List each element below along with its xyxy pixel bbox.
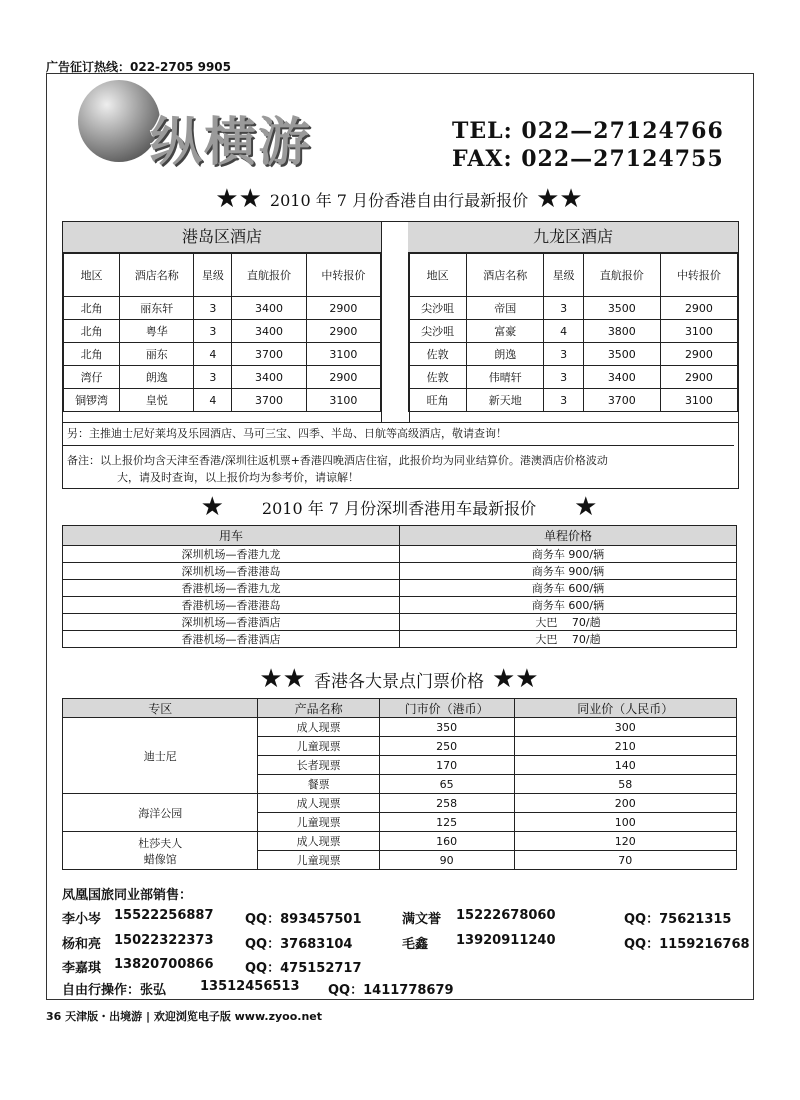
table-row (409, 297, 738, 320)
contact-qq: QQ：475152717 (245, 961, 362, 976)
table-cell: 长者现票 (258, 756, 379, 775)
table-cell: 香港机场—香港九龙 (63, 580, 400, 597)
kowloon-header: 九龙区酒店 (408, 222, 738, 253)
table-cell: 65 (379, 775, 514, 794)
table-cell: 伟晴轩 (467, 366, 544, 389)
zone-name-line2: 蜡像馆 (143, 852, 177, 866)
column-header: 专区 (63, 699, 258, 718)
table-row (409, 389, 738, 412)
table-cell: 4 (544, 320, 583, 343)
table-cell: 深圳机场—香港九龙 (63, 546, 400, 563)
table-cell: 朗逸 (467, 343, 544, 366)
zone-cell (63, 794, 258, 832)
table-cell: 儿童现票 (258, 737, 379, 756)
star-icon: ★ (200, 492, 224, 522)
table-cell: 3700 (232, 389, 306, 412)
table-cell: 大巴 70/趟 (400, 614, 737, 631)
table-cell: 2900 (660, 297, 737, 320)
table-cell: 旺角 (409, 389, 467, 412)
zone-name: 迪士尼 (143, 749, 177, 763)
table-cell: 3400 (232, 366, 306, 389)
contact-name: 满文誉 (402, 912, 442, 927)
table-cell: 3700 (583, 389, 660, 412)
table-cell: 商务车 600/辆 (400, 580, 737, 597)
table-cell: 丽东 (120, 343, 194, 366)
zone-name: 海洋公园 (138, 806, 183, 820)
column-header: 星级 (194, 254, 232, 297)
ticket-title-text: 香港各大景点门票价格 (314, 671, 484, 692)
table-cell: 商务车 600/辆 (400, 597, 737, 614)
contact-qq: QQ：1159216768 (624, 937, 750, 952)
table-row (63, 546, 737, 563)
table-cell: 3100 (660, 320, 737, 343)
table-header-row (63, 526, 737, 546)
table-row (63, 794, 737, 813)
table-cell: 佐敦 (409, 366, 467, 389)
zone-name: 杜莎夫人 (138, 836, 183, 850)
table-cell: 深圳机场—香港港岛 (63, 563, 400, 580)
column-header: 用车 (63, 526, 400, 546)
column-divider (381, 222, 410, 422)
column-header: 中转报价 (306, 254, 380, 297)
page-footer: 36 天津版・出境游 | 欢迎浏览电子版 www.zyoo.net (46, 1010, 323, 1023)
table-cell: 3100 (306, 389, 380, 412)
column-header: 星级 (544, 254, 583, 297)
table-cell: 深圳机场—香港酒店 (63, 614, 400, 631)
table-cell: 250 (379, 737, 514, 756)
table-cell: 3800 (583, 320, 660, 343)
table-row (63, 614, 737, 631)
zone-cell (63, 718, 258, 794)
table-cell: 140 (514, 756, 736, 775)
car-price-table (62, 525, 737, 648)
table-cell: 3400 (232, 297, 306, 320)
table-cell: 2900 (660, 343, 737, 366)
contact-qq: QQ：37683104 (245, 937, 353, 952)
zone-cell (63, 832, 258, 870)
table-cell: 100 (514, 813, 736, 832)
table-cell: 3 (194, 320, 232, 343)
hotel-price-box (62, 221, 739, 489)
table-cell: 3 (544, 389, 583, 412)
table-cell: 58 (514, 775, 736, 794)
star-icon: ★★ (259, 664, 306, 694)
table-cell: 佐敦 (409, 343, 467, 366)
contact-name: 李嘉琪 (62, 961, 102, 976)
table-cell: 商务车 900/辆 (400, 546, 737, 563)
table-cell: 70 (514, 851, 736, 870)
column-header: 酒店名称 (120, 254, 194, 297)
column-header: 门市价（港币） (379, 699, 514, 718)
table-cell: 大巴 70/趟 (400, 631, 737, 648)
table-cell: 3400 (583, 366, 660, 389)
column-header: 酒店名称 (467, 254, 544, 297)
hk-island-table (63, 253, 381, 412)
table-cell: 3 (544, 366, 583, 389)
table-cell: 120 (514, 832, 736, 851)
table-cell: 3500 (583, 343, 660, 366)
table-cell: 儿童现票 (258, 813, 379, 832)
hotel-note: 另：主推迪士尼好莱坞及乐园酒店、马可三宝、四季、半岛、日航等高级酒店，敬请查询！ (63, 422, 738, 445)
table-cell: 210 (514, 737, 736, 756)
table-header-row (63, 699, 737, 718)
table-cell: 4 (194, 389, 232, 412)
ticket-section-title (46, 666, 752, 692)
table-cell: 香港机场—香港酒店 (63, 631, 400, 648)
sales-title: 凤凰国旅同业部销售： (62, 888, 193, 903)
table-cell: 125 (379, 813, 514, 832)
star-icon: ★★ (536, 184, 583, 214)
table-cell: 4 (194, 343, 232, 366)
contact-tel: TEL: 022—27124766 (452, 118, 724, 144)
table-cell: 成人现票 (258, 794, 379, 813)
hotel-remark (63, 445, 734, 486)
table-header-row (409, 254, 738, 297)
balloon-logo-icon (78, 80, 160, 162)
table-cell: 200 (514, 794, 736, 813)
table-row (63, 832, 737, 851)
table-row (64, 297, 381, 320)
table-row (64, 389, 381, 412)
table-cell: 北角 (64, 320, 120, 343)
table-row (63, 580, 737, 597)
table-cell: 3 (194, 297, 232, 320)
table-cell: 3100 (660, 389, 737, 412)
table-cell: 富豪 (467, 320, 544, 343)
table-cell: 90 (379, 851, 514, 870)
contact-fax: FAX: 022—27124755 (452, 146, 724, 172)
logo-text: 纵横游 (150, 113, 313, 173)
table-cell: 粤华 (120, 320, 194, 343)
column-header: 单程价格 (400, 526, 737, 546)
ticket-price-table (62, 698, 737, 870)
column-header: 中转报价 (660, 254, 737, 297)
contact-phone: 13512456513 (200, 979, 300, 994)
table-cell: 2900 (306, 297, 380, 320)
hk-island-header: 港岛区酒店 (63, 222, 381, 253)
table-cell: 3500 (583, 297, 660, 320)
table-cell: 258 (379, 794, 514, 813)
table-cell: 160 (379, 832, 514, 851)
table-cell: 成人现票 (258, 718, 379, 737)
table-cell: 170 (379, 756, 514, 775)
table-row (63, 718, 737, 737)
table-cell: 2900 (660, 366, 737, 389)
table-header-row (64, 254, 381, 297)
table-row (63, 563, 737, 580)
table-cell: 尖沙咀 (409, 297, 467, 320)
table-row (64, 366, 381, 389)
table-cell: 北角 (64, 343, 120, 366)
contact-qq: QQ：893457501 (245, 912, 362, 927)
table-cell: 皇悦 (120, 389, 194, 412)
table-cell: 湾仔 (64, 366, 120, 389)
column-header: 直航报价 (232, 254, 306, 297)
star-icon: ★★ (215, 184, 262, 214)
star-icon: ★★ (492, 664, 539, 694)
column-header: 直航报价 (583, 254, 660, 297)
table-row (409, 320, 738, 343)
table-cell: 铜锣湾 (64, 389, 120, 412)
contact-phone: 15222678060 (456, 908, 556, 923)
table-row (409, 343, 738, 366)
contact-phone: 13920911240 (456, 933, 556, 948)
hotel-remark-line1: 备注：以上报价均含天津至香港/深圳往返机票+香港四晚酒店住宿，此报价均为同业结算价。港澳酒店价格波动 (67, 454, 608, 467)
kowloon-table (408, 253, 738, 412)
contact-name: 自由行操作：张弘 (62, 983, 167, 998)
table-cell: 香港机场—香港港岛 (63, 597, 400, 614)
table-cell: 300 (514, 718, 736, 737)
table-cell: 3400 (232, 320, 306, 343)
table-cell: 3700 (232, 343, 306, 366)
hotel-title-text: 2010 年 7 月份香港自由行最新报价 (269, 190, 529, 210)
hotel-remark-line2: 大，请及时查询，以上报价均为参考价，请谅解！ (117, 471, 359, 484)
table-cell: 新天地 (467, 389, 544, 412)
kowloon-block (408, 222, 738, 412)
table-row (63, 631, 737, 648)
contact-phone: 15022322373 (114, 933, 214, 948)
table-row (409, 366, 738, 389)
table-cell: 成人现票 (258, 832, 379, 851)
contact-name: 毛鑫 (402, 937, 429, 952)
table-row (63, 597, 737, 614)
table-cell: 商务车 900/辆 (400, 563, 737, 580)
car-title-text: 2010 年 7 月份深圳香港用车最新报价 (261, 498, 537, 518)
column-header: 产品名称 (258, 699, 379, 718)
contact-name: 李小岑 (62, 912, 102, 927)
contact-phone: 13820700866 (114, 957, 214, 972)
contact-name: 杨和亮 (62, 937, 102, 952)
table-cell: 2900 (306, 366, 380, 389)
car-section-title (46, 494, 752, 520)
column-header: 同业价（人民币） (514, 699, 736, 718)
table-cell: 3 (194, 366, 232, 389)
table-cell: 儿童现票 (258, 851, 379, 870)
table-cell: 丽东轩 (120, 297, 194, 320)
contact-phone: 15522256887 (114, 908, 214, 923)
table-cell: 3 (544, 343, 583, 366)
table-cell: 2900 (306, 320, 380, 343)
star-icon: ★ (574, 492, 598, 522)
table-cell: 帝国 (467, 297, 544, 320)
contact-qq: QQ：1411778679 (328, 983, 454, 998)
table-cell: 3100 (306, 343, 380, 366)
table-cell: 北角 (64, 297, 120, 320)
column-header: 地区 (64, 254, 120, 297)
table-cell: 3 (544, 297, 583, 320)
table-cell: 餐票 (258, 775, 379, 794)
table-cell: 朗逸 (120, 366, 194, 389)
contact-qq: QQ：75621315 (624, 912, 732, 927)
hk-island-block (63, 222, 381, 412)
table-row (64, 343, 381, 366)
column-header: 地区 (409, 254, 467, 297)
table-row (64, 320, 381, 343)
table-cell: 350 (379, 718, 514, 737)
table-cell: 尖沙咀 (409, 320, 467, 343)
ad-hotline: 广告征订热线：022-2705 9905 (46, 60, 232, 74)
hotel-section-title (46, 186, 752, 212)
